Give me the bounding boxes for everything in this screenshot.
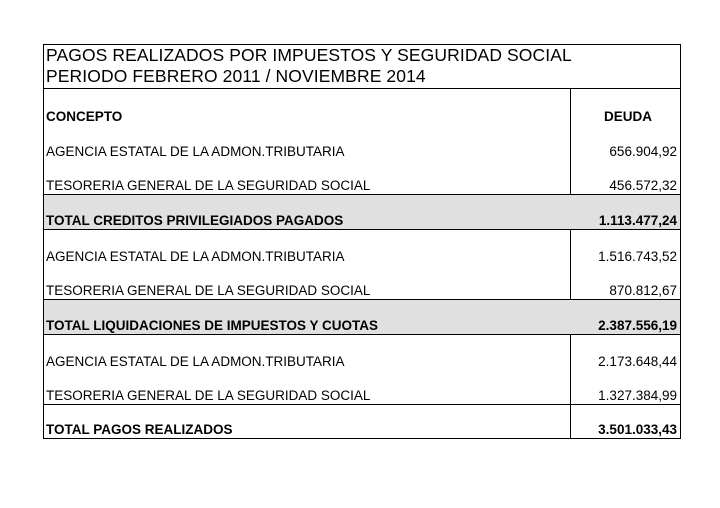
total-row-pagos-realizados xyxy=(44,405,680,438)
table-row xyxy=(44,335,680,370)
total-row-creditos-privilegiados xyxy=(44,195,680,230)
table-row xyxy=(44,230,680,265)
column-header-row xyxy=(44,89,680,125)
row-concept: TESORERIA GENERAL DE LA SEGURIDAD SOCIAL xyxy=(46,388,371,403)
row-amount: 1.113.477,24 xyxy=(598,213,677,228)
table-title-block xyxy=(44,45,680,89)
row-concept: TESORERIA GENERAL DE LA SEGURIDAD SOCIAL xyxy=(46,283,371,298)
row-concept: AGENCIA ESTATAL DE LA ADMON.TRIBUTARIA xyxy=(46,144,345,159)
row-concept: TESORERIA GENERAL DE LA SEGURIDAD SOCIAL xyxy=(46,178,371,193)
row-concept: TOTAL LIQUIDACIONES DE IMPUESTOS Y CUOTAS xyxy=(46,318,379,333)
row-amount: 656.904,92 xyxy=(609,144,677,159)
row-amount: 3.501.033,43 xyxy=(598,422,677,437)
row-amount: 1.327.384,99 xyxy=(598,388,677,403)
row-amount: 456.572,32 xyxy=(609,178,677,193)
row-concept: AGENCIA ESTATAL DE LA ADMON.TRIBUTARIA xyxy=(46,249,345,264)
column-header-concepto: CONCEPTO xyxy=(46,109,123,124)
row-concept: TOTAL CREDITOS PRIVILEGIADOS PAGADOS xyxy=(46,213,344,228)
table-row xyxy=(44,160,680,195)
row-amount: 2.173.648,44 xyxy=(598,354,677,369)
table-subtitle-period: PERIODO FEBRERO 2011 / NOVIEMBRE 2014 xyxy=(46,66,426,86)
payments-table xyxy=(43,44,681,439)
column-header-deuda: DEUDA xyxy=(603,109,652,124)
table-title: PAGOS REALIZADOS POR IMPUESTOS Y SEGURIDAD SOCIAL xyxy=(46,45,572,65)
table-row xyxy=(44,265,680,300)
row-amount: 870.812,67 xyxy=(609,283,677,298)
row-concept: TOTAL PAGOS REALIZADOS xyxy=(46,422,233,437)
table-row xyxy=(44,125,680,160)
table-row xyxy=(44,370,680,405)
row-concept: AGENCIA ESTATAL DE LA ADMON.TRIBUTARIA xyxy=(46,354,345,369)
row-amount: 1.516.743,52 xyxy=(598,249,677,264)
total-row-liquidaciones xyxy=(44,300,680,335)
row-amount: 2.387.556,19 xyxy=(598,318,677,333)
